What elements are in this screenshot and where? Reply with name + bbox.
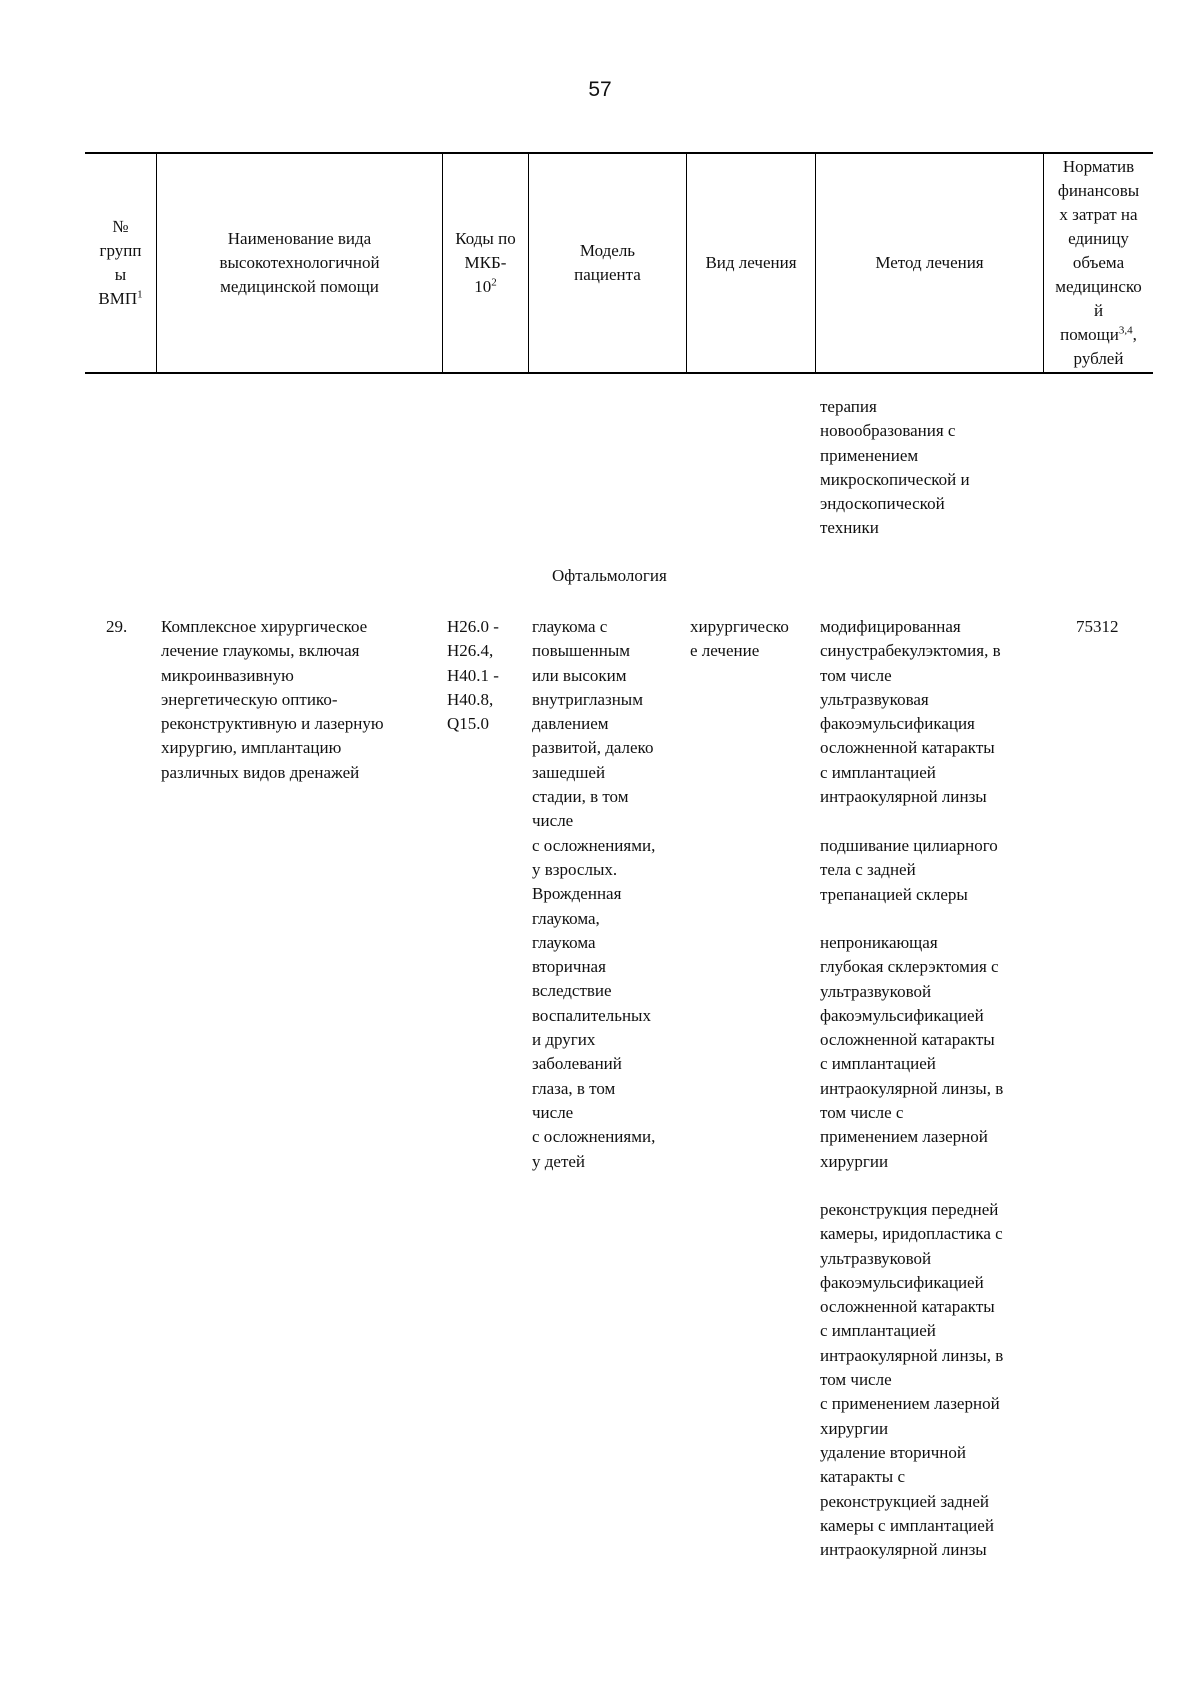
row-icd-codes: H26.0 - H26.4, H40.1 - H40.8, Q15.0 bbox=[447, 617, 499, 734]
row-method-4: реконструкция передней камеры, иридопластика с ультразвуковой факоэмульсификацией осложненной катаракты с имплантацией интраокулярной линзы, в том числе с применением лазерной хирургии удаление вторичной катаракты с реконструкцией задней камеры с имплантацией интраокулярной линзы bbox=[820, 1200, 1004, 1560]
row-cost-norm: 75312 bbox=[1076, 617, 1119, 636]
header-treatment-method: Метод лечения bbox=[875, 253, 984, 272]
page-number: 57 bbox=[588, 78, 612, 101]
header-cost-norm: Норматив финансовы х затрат на единицу объема медицинско й помощи$^{3,4}$, рублей bbox=[1055, 157, 1142, 368]
header-bottom-rule bbox=[85, 372, 1153, 374]
header-treatment-type: Вид лечения bbox=[705, 253, 797, 272]
header-group-number: № групп ы ВМП$^1$ bbox=[98, 217, 143, 308]
header-icd-codes: Коды по МКБ- $10^2$ bbox=[455, 229, 516, 296]
row-method-2: подшивание цилиарного тела с задней трепанацией склеры bbox=[820, 836, 998, 904]
header-patient-model: Модель пациента bbox=[574, 241, 641, 284]
row-patient-model: глаукома с повышенным или высоким внутриглазным давлением развитой, далеко зашедшей стадии, в том числе с осложнениями, у взрослых. Врожденная глаукома, глаукома вторичная вследствие воспалительных и других заболеваний глаза, в том числе с осложнениями, у детей bbox=[532, 617, 656, 1171]
section-title: Офтальмология bbox=[552, 566, 667, 585]
header-care-name: Наименование вида высокотехнологичной медицинской помощи bbox=[219, 229, 380, 296]
continuation-method-text: терапия новообразования с применением микроскопической и эндоскопической техники bbox=[820, 397, 970, 538]
row-method-3: непроникающая глубокая склерэктомия с ультразвуковой факоэмульсификацией осложненной катаракты с имплантацией интраокулярной линзы, в том числе с применением лазерной хирургии bbox=[820, 933, 1004, 1171]
row-treatment-type: хирургическо е лечение bbox=[690, 617, 789, 661]
row-number: 29. bbox=[106, 617, 128, 636]
row-care-name: Комплексное хирургическое лечение глаукомы, включая микроинвазивную энергетическую оптико- реконструктивную и лазерную хирургию, имплантацию различных видов дренажей bbox=[161, 617, 384, 782]
row-method-1: модифицированная синустрабекулэктомия, в том числе ультразвуковая факоэмульсификация осложненной катаракты с имплантацией интраокулярной линзы bbox=[820, 617, 1001, 807]
